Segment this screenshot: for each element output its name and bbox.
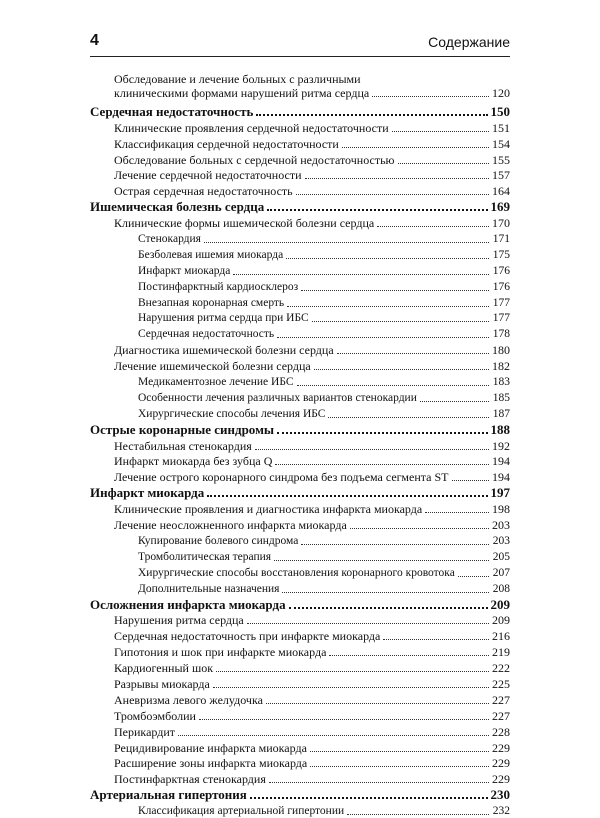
toc-entry-title: Кардиогенный шок [114, 661, 214, 676]
toc-entry [90, 723, 510, 739]
toc-entry-title: Сердечная недостаточность [90, 103, 254, 119]
toc-entry-title: Сердечная недостаточность при инфаркте миокарда [114, 629, 381, 644]
toc-entry-title: Стенокардия [138, 233, 201, 246]
toc-entry [90, 167, 510, 183]
toc-entry-title: Осложнения инфаркта миокарда [90, 596, 286, 612]
dot-leader [458, 576, 489, 577]
toc-entry-title: Расширение зоны инфаркта миокарда [114, 756, 308, 771]
dot-leader [289, 607, 488, 609]
toc-entry-title: Особенности лечения различных вариантов стенокардии [138, 391, 417, 404]
toc-page-number: 228 [492, 724, 510, 739]
toc-entry-title: Рецидивирование инфаркта миокарда [114, 740, 307, 755]
toc-page-number: 175 [492, 248, 510, 261]
dot-leader [250, 797, 488, 799]
toc-entry-title: Безболевая ишемия миокарда [138, 248, 284, 261]
toc-entry-title: Нестабильная стенокардия [114, 438, 252, 453]
dot-leader [425, 512, 489, 513]
dot-leader [266, 703, 489, 704]
toc-entry-title: Перикардит [114, 724, 176, 739]
toc-entry [90, 119, 510, 135]
toc-page-number: 209 [492, 613, 510, 628]
toc-page-number: 182 [492, 359, 510, 374]
toc-entry [90, 405, 510, 421]
toc-entry [90, 246, 510, 262]
dot-leader [255, 449, 489, 450]
toc-section-heading [90, 103, 510, 119]
toc-page-number: 178 [492, 328, 510, 341]
toc-entry [90, 230, 510, 246]
toc-entry-title: клиническими формами нарушений ритма сердца [114, 86, 370, 100]
toc-page-number: 185 [492, 391, 510, 404]
toc-page-number: 176 [492, 280, 510, 293]
toc-entry [90, 182, 510, 198]
toc-entry-title: Обследование больных с сердечной недостаточностью [114, 152, 395, 167]
dot-leader [310, 751, 489, 752]
toc-page-number: 177 [492, 296, 510, 309]
dot-leader [329, 655, 489, 656]
toc-page-number: 157 [492, 168, 510, 183]
toc-entry-title: Сердечная недостаточность [138, 328, 275, 341]
dot-leader [233, 274, 489, 275]
toc-page-number: 208 [492, 582, 510, 595]
toc-entry [90, 675, 510, 691]
dot-leader [213, 687, 489, 688]
toc-entry-title: Лечение неосложненного инфаркта миокарда [114, 518, 347, 533]
toc-entry-title: Лечение сердечной недостаточности [114, 168, 302, 183]
dot-leader [269, 782, 489, 783]
toc-entry [90, 341, 510, 357]
toc-entry-title: Нарушения ритма сердца при ИБС [138, 312, 309, 325]
toc-entry-title: Внезапная коронарная смерть [138, 296, 285, 309]
toc-entry [90, 278, 510, 294]
dot-leader [310, 766, 489, 767]
toc-entry [90, 373, 510, 389]
running-title: Содержание [428, 34, 510, 50]
toc-entry [90, 214, 510, 230]
toc-page-number: 219 [492, 645, 510, 660]
toc-entry-title: Острая сердечная недостаточность [114, 184, 293, 199]
toc-entry [90, 643, 510, 659]
dot-leader [328, 417, 489, 418]
dot-leader [275, 464, 489, 465]
toc-page-number: 170 [492, 216, 510, 231]
dot-leader [337, 353, 489, 354]
dot-leader [301, 544, 489, 545]
toc-entry-title: Хирургические способы восстановления коронарного кровотока [138, 566, 455, 579]
toc-section-heading [90, 484, 510, 500]
toc-entry [90, 627, 510, 643]
dot-leader [207, 495, 487, 497]
toc-page-number: 203 [492, 518, 510, 533]
toc-page-number: 169 [490, 199, 510, 215]
toc-page-number: 230 [490, 787, 510, 803]
toc-page-number: 229 [492, 740, 510, 755]
toc-page-number: 205 [492, 550, 510, 563]
dot-leader [256, 114, 487, 116]
toc-page-number: 225 [492, 676, 510, 691]
toc-entry-title: Тромбоэмболии [114, 708, 196, 723]
toc-entry-title: Купирование болевого синдрома [138, 534, 299, 547]
toc-entry [90, 802, 510, 818]
toc-entry-title: Диагностика ишемической болезни сердца [114, 343, 334, 358]
toc-entry [90, 532, 510, 548]
toc-page-number: 194 [492, 470, 510, 485]
toc-entry-title: Клинические проявления сердечной недостаточности [114, 120, 389, 135]
toc-section-heading [90, 421, 510, 437]
toc-page-number: 183 [492, 376, 510, 389]
page-number: 4 [90, 32, 99, 49]
toc-entry [90, 151, 510, 167]
toc-page-number: 229 [492, 756, 510, 771]
toc-entry [90, 564, 510, 580]
toc-page-number: 197 [490, 485, 510, 501]
toc-entry-title: Классификация артериальной гипертонии [138, 805, 345, 818]
toc-page-number: 227 [492, 692, 510, 707]
toc-page-number: 164 [492, 184, 510, 199]
toc-entry [90, 389, 510, 405]
table-of-contents [90, 72, 510, 818]
toc-entry-title: Разрывы миокарда [114, 676, 210, 691]
toc-entry-title: Инфаркт миокарда [138, 264, 231, 277]
toc-entry [90, 612, 510, 628]
toc-entry [90, 453, 510, 469]
toc-entry-title: Клинические формы ишемической болезни сердца [114, 216, 375, 231]
toc-entry-title: Гипотония и шок при инфаркте миокарда [114, 645, 327, 660]
toc-entry-title: Аневризма левого желудочка [114, 692, 263, 707]
dot-leader [372, 96, 489, 97]
dot-leader [282, 592, 489, 593]
toc-entry-title: Хирургические способы лечения ИБС [138, 407, 326, 420]
toc-entry-title: Инфаркт миокарда [90, 485, 205, 501]
toc-entry [90, 500, 510, 516]
toc-entry [90, 135, 510, 151]
toc-entry-title: Постинфарктная стенокардия [114, 772, 266, 787]
toc-page-number: 198 [492, 502, 510, 517]
toc-page-number: 180 [492, 343, 510, 358]
dot-leader [297, 385, 489, 386]
toc-entry-title: Постинфарктный кардиосклероз [138, 280, 299, 293]
page-header [90, 30, 510, 57]
toc-page-number: 177 [492, 312, 510, 325]
dot-leader [305, 178, 489, 179]
dot-leader [199, 719, 489, 720]
dot-leader [267, 209, 487, 211]
toc-entry [90, 437, 510, 453]
toc-page-number: 216 [492, 629, 510, 644]
toc-entry-title: Тромболитическая терапия [138, 550, 272, 563]
toc-entry-title: Лечение ишемической болезни сердца [114, 359, 311, 374]
toc-entry-title: Нарушения ритма сердца [114, 613, 244, 628]
dot-leader [287, 306, 489, 307]
toc-entry [90, 770, 510, 786]
dot-leader [178, 735, 489, 736]
dot-leader [277, 337, 489, 338]
dot-leader [342, 147, 489, 148]
dot-leader [347, 814, 489, 815]
toc-page-number: 151 [492, 120, 510, 135]
toc-entry-title: Классификация сердечной недостаточности [114, 136, 339, 151]
toc-section-heading [90, 786, 510, 802]
toc-page-number: 222 [492, 661, 510, 676]
toc-entry-title: Дополнительные назначения [138, 582, 280, 595]
toc-entry-title: Лечение острого коронарного синдрома без подъема сегмента ST [114, 470, 449, 485]
dot-leader [312, 321, 489, 322]
toc-entry-title: Артериальная гипертония [90, 787, 247, 803]
toc-section-heading [90, 198, 510, 214]
toc-page-number: 203 [492, 534, 510, 547]
toc-page-number: 176 [492, 264, 510, 277]
dot-leader [314, 369, 489, 370]
dot-leader [383, 639, 489, 640]
dot-leader [204, 242, 489, 243]
toc-page-number: 207 [492, 566, 510, 579]
dot-leader [301, 290, 489, 291]
dot-leader [296, 194, 489, 195]
dot-leader [247, 623, 489, 624]
toc-entry [90, 659, 510, 675]
toc-entry [90, 739, 510, 755]
toc-entry-title: Инфаркт миокарда без зубца Q [114, 454, 273, 469]
toc-page-number: 171 [492, 233, 510, 246]
toc-entry-title: Ишемическая болезнь сердца [90, 199, 265, 215]
toc-page-number: 150 [490, 103, 510, 119]
dot-leader [350, 528, 489, 529]
toc-entry [90, 294, 510, 310]
dot-leader [398, 163, 490, 164]
toc-entry [90, 468, 510, 484]
toc-page-number: 229 [492, 772, 510, 787]
toc-entry-title: Острые коронарные синдромы [90, 421, 275, 437]
toc-page-number: 155 [492, 152, 510, 167]
toc-entry [90, 580, 510, 596]
dot-leader [452, 480, 490, 481]
toc-entry [90, 262, 510, 278]
toc-page-number: 227 [492, 708, 510, 723]
toc-entry [90, 72, 510, 100]
toc-entry-title: Медикаментозное лечение ИБС [138, 376, 294, 389]
toc-entry [90, 548, 510, 564]
dot-leader [286, 258, 489, 259]
toc-entry-title-line1: Обследование и лечение больных с различными [114, 72, 361, 86]
toc-page-number: 232 [492, 805, 510, 818]
dot-leader [216, 671, 489, 672]
toc-entry [90, 707, 510, 723]
dot-leader [392, 131, 489, 132]
toc-entry-title: Клинические проявления и диагностика инфаркта миокарда [114, 502, 423, 517]
dot-leader [274, 560, 489, 561]
dot-leader [377, 226, 489, 227]
toc-entry [90, 325, 510, 341]
toc-page-number: 194 [492, 454, 510, 469]
toc-page-number: 209 [490, 596, 510, 612]
toc-page-number: 187 [492, 407, 510, 420]
toc-page-number: 188 [490, 421, 510, 437]
toc-entry [90, 357, 510, 373]
toc-entry [90, 755, 510, 771]
toc-page-number: 192 [492, 438, 510, 453]
toc-entry [90, 310, 510, 326]
toc-page-number: 154 [492, 136, 510, 151]
dot-leader [277, 432, 487, 434]
toc-entry [90, 691, 510, 707]
toc-section-heading [90, 596, 510, 612]
dot-leader [420, 401, 489, 402]
toc-entry [90, 516, 510, 532]
toc-page-number: 120 [492, 86, 510, 100]
